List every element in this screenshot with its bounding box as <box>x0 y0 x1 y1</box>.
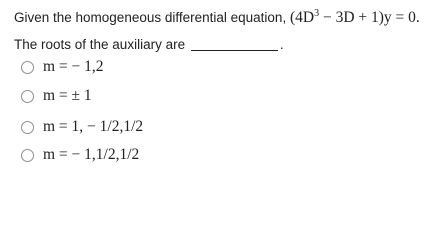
subquestion-period: . <box>279 37 284 52</box>
option-label: m = 1, − 1/2,1/2 <box>43 118 144 135</box>
radio-button[interactable] <box>21 149 34 162</box>
answer-option-4[interactable] <box>21 145 139 165</box>
option-label: m = − 1,1/2,1/2 <box>43 146 140 163</box>
answer-option-1[interactable] <box>21 57 104 77</box>
radio-button[interactable] <box>21 90 34 103</box>
equation-start: (4D <box>289 9 315 26</box>
equation-end: − 3D + 1)y = 0. <box>319 9 420 26</box>
answer-option-3[interactable] <box>21 117 143 137</box>
answer-blank <box>191 50 278 51</box>
equation-exponent: 3 <box>314 8 320 19</box>
radio-button[interactable] <box>21 121 34 134</box>
answer-option-2[interactable] <box>21 86 92 106</box>
option-label: m = ± 1 <box>43 87 92 104</box>
sub-question <box>14 37 284 52</box>
question-text <box>14 9 420 27</box>
differential-equation <box>290 9 420 26</box>
subquestion-text: The roots of the auxiliary are <box>14 37 186 52</box>
question-prefix: Given the homogeneous differential equation, <box>14 10 287 25</box>
radio-button[interactable] <box>21 61 34 74</box>
option-label: m = − 1,2 <box>43 58 104 75</box>
